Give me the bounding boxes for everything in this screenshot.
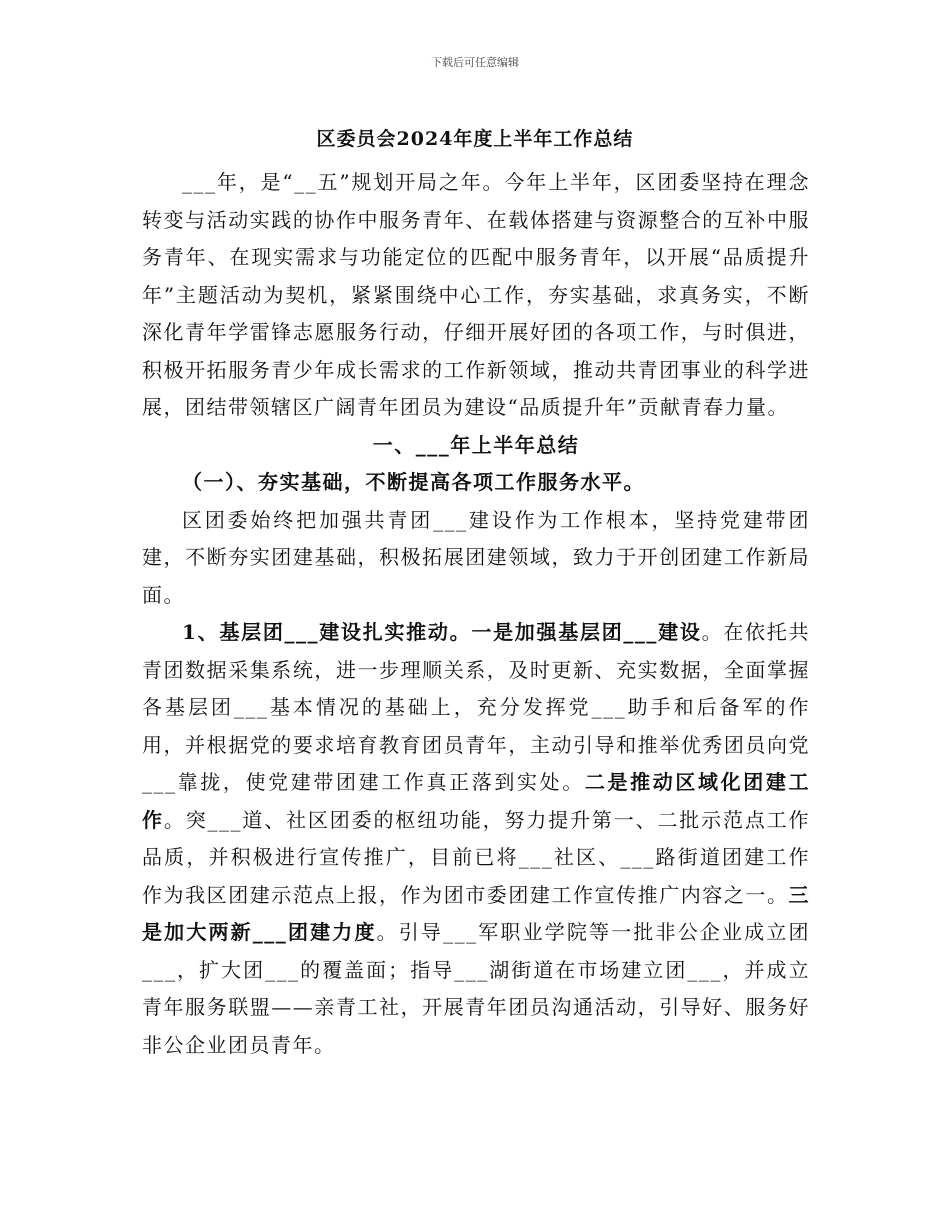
document-title: 区委员会2024年度上半年工作总结 xyxy=(316,128,634,150)
point-3-text: 。引导___军职业学院等一批非公企业成立团___，扩大团___的覆盖面；指导___湖街道在市场建立团___，并成立青年服务联盟——亲青工社，开展青年团员沟通活动，引导好、服务好非公企业团员青年。 xyxy=(142,920,811,1057)
section-heading: 一、___年上半年总结 xyxy=(372,432,580,457)
item-lead: 1、基层团___建设扎实推动。 xyxy=(182,620,472,644)
point-3-heading: 三是加大两新___团建力度 xyxy=(142,882,810,944)
point-1-text: 。在依托共青团数据采集系统，进一步理顺关系，及时更新、充实数据，全面掌握各基层团___基本情况的基础上，充分发挥党___助手和后备军的作用，并根据党的要求培育教育团员青年，主动引导和推举优秀团员向党___靠拢，使党建带团建工作真正落到实处。 xyxy=(142,620,811,794)
subsection-paragraph: 区团委始终把加强共青团___建设作为工作根本，坚持党建带团建，不断夯实团建基础，积极拓展团建领域，致力于开创团建工作新局面。 xyxy=(142,507,810,607)
document-body xyxy=(142,164,810,1064)
point-1-heading: 一是加强基层团___建设 xyxy=(471,620,702,644)
intro-paragraph: ___年，是“__五”规划开局之年。今年上半年，区团委坚持在理念转变与活动实践的协作中服务青年、在载体搭建与资源整合的互补中服务青年、在现实需求与功能定位的匹配中服务青年，以开展“品质提升年”主题活动为契机，紧紧围绕中心工作，夯实基础，求真务实，不断深化青年学雷锋志愿服务行动，仔细开展好团的各项工作，与时俱进，积极开拓服务青少年成长需求的工作新领域，推动共青团事业的科学进展，团结带领辖区广阔青年团员为建设“品质提升年”贡献青春力量。 xyxy=(142,170,810,419)
point-2-heading: 二是推动区域化团建工作 xyxy=(142,770,810,832)
point-2-text: 。突___道、社区团委的枢纽功能，努力提升第一、二批示范点工作品质，并积极进行宣传推广，目前已将___社区、___路街道团建工作作为我区团建示范点上报，作为团市委团建工作宣传推广内容之一。 xyxy=(142,807,811,907)
header-note: 下载后可任意编辑 xyxy=(431,56,519,69)
item-paragraph xyxy=(142,614,810,1064)
subsection-heading: （一）、夯实基础，不断提高各项工作服务水平。 xyxy=(182,470,645,494)
